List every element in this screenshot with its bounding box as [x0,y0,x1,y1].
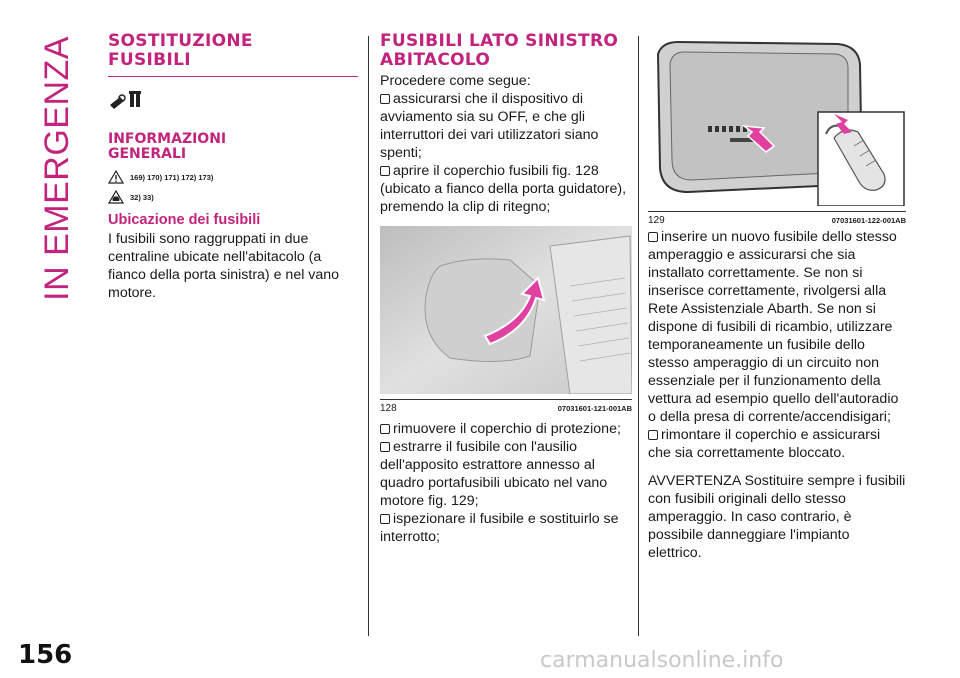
fuse-cover-illustration [380,226,632,394]
checkbox-bullet-icon [380,166,390,176]
figure-number: 128 [380,403,397,414]
warning-note: AVVERTENZA Sostituire sempre i fusibili con fusibili originali dello stesso amperaggio. In caso contrario, è possibile danneggiare l'impianto elettrico. [648,473,906,561]
step-item: estrarre il fusibile con l'ausilio dell'apposito estrattore annesso al quadro portafusibili ubicato nel vano motore fig. 129; [380,439,608,509]
warning-refs: 169) 170) 171) 172) 173) [108,170,358,184]
intro-text: Procedere come segue: [380,73,531,89]
tool-icon [108,89,148,111]
warning-icon [108,170,124,184]
fuse-box-illustration [648,34,906,206]
column-3 [648,30,906,562]
step-item: inserire un nuovo fusibile dello stesso amperaggio e assicurarsi che sia installato correttamente. Se non si inserisce correttamente, rivolgersi alla Rete Assistenziale Abarth. Se non si dispone di fusibili di ricambio, utilizzare temporaneamente un fusibile dello stesso amperaggio di un circuito non essenziale per il funzionamento della vettura ad esempio quello dell'autoradio o della presa di corrente/accendisigari; [648,229,899,425]
body-text: I fusibili sono raggruppati in due centraline ubicate nell'abitacolo (a fianco della porta sinistra) e nel vano motore. [108,231,340,301]
subheading: Ubicazione dei fusibili [108,212,261,228]
section-title: SOSTITUZIONE FUSIBILI [108,31,253,70]
page-number: 156 [18,640,73,670]
column-divider [638,36,639,636]
figure-caption [648,211,906,226]
checkbox-bullet-icon [648,430,658,440]
section-title: FUSIBILI LATO SINISTRO ABITACOLO [380,31,619,70]
step-item: rimontare il coperchio e assicurarsi che sia correttamente bloccato. [648,427,881,461]
caution-refs: 32) 33) [108,190,358,204]
section-label: IN EMERGENZA [38,36,76,301]
checkbox-bullet-icon [380,424,390,434]
figure-code: 07031601-122-001AB [831,216,906,225]
checkbox-bullet-icon [380,442,390,452]
title-rule [108,76,358,77]
figure-code: 07031601-121-001AB [557,404,632,413]
column-1 [108,30,358,302]
checkbox-bullet-icon [380,94,390,104]
car-caution-icon [108,190,124,204]
checkbox-bullet-icon [648,232,658,242]
figure-caption [380,399,632,414]
step-item: assicurarsi che il dispositivo di avviamento sia su OFF, e che gli interruttori dei vari utilizzatori siano spenti; [380,91,599,161]
checkbox-bullet-icon [380,514,390,524]
column-divider [368,36,369,636]
column-2 [380,30,632,546]
step-item: aprire il coperchio fusibili fig. 128 (ubicato a fianco della porta guidatore), premendo la clip di ritegno; [380,163,627,215]
figure-129 [648,34,906,226]
step-item: ispezionare il fusibile e sostituirlo se interrotto; [380,511,619,545]
step-item: rimuovere il coperchio di protezione; [380,420,632,438]
subsection-title: INFORMAZIONI GENERALI [108,131,227,162]
watermark: carmanualsonline.info [540,648,784,673]
figure-number: 129 [648,215,665,226]
figure-128 [380,226,632,414]
